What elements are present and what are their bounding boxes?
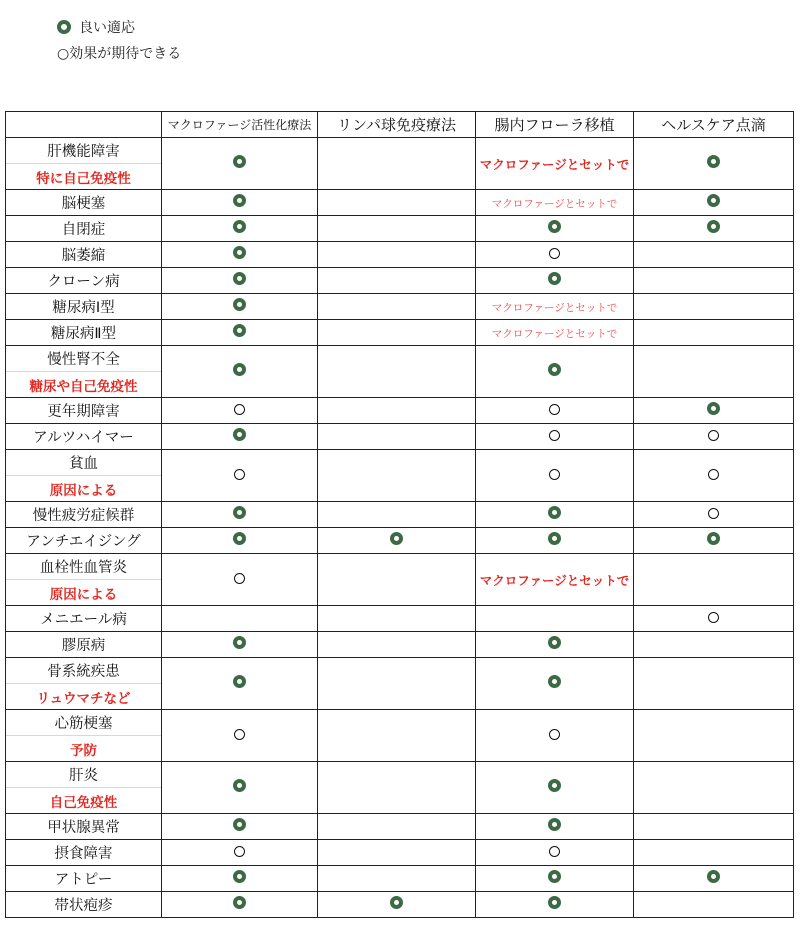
disease-name: クローン病: [47, 274, 120, 290]
mark-cell: [476, 814, 634, 840]
mark-cell: [476, 840, 634, 866]
legend-ok-label: ○効果が期待できる: [57, 46, 182, 62]
disease-cell: [6, 814, 162, 840]
open-circle-icon: [549, 729, 560, 740]
good-circle-icon: [233, 506, 246, 519]
open-circle-icon: [549, 469, 560, 480]
disease-name: 慢性腎不全: [47, 352, 120, 368]
mark-cell: [162, 398, 318, 424]
mark-cell: [318, 866, 476, 892]
good-circle-icon: [390, 896, 403, 909]
mark-cell: [476, 216, 634, 242]
mark-cell: [318, 502, 476, 528]
table-body: [6, 138, 794, 918]
open-circle-icon: [708, 469, 719, 480]
disease-name: 骨系統疾患: [47, 664, 120, 680]
mark-cell: [634, 658, 794, 710]
table-row: [6, 268, 794, 294]
disease-cell: [6, 528, 162, 554]
mark-cell: [476, 762, 634, 814]
disease-cell: [6, 268, 162, 294]
mark-cell: [634, 320, 794, 346]
table-row: [6, 216, 794, 242]
mark-cell: [634, 762, 794, 814]
mark-cell: [476, 268, 634, 294]
disease-name: メニエール病: [40, 612, 127, 628]
mark-cell: [162, 346, 318, 398]
mark-cell: [634, 138, 794, 190]
mark-cell: [634, 606, 794, 632]
mark-cell: [162, 190, 318, 216]
good-circle-icon: [233, 818, 246, 831]
disease-name: 心筋梗塞: [54, 716, 113, 732]
disease-cell: [6, 502, 162, 528]
disease-wrap: [6, 346, 161, 397]
mark-cell: [476, 502, 634, 528]
good-circle-icon: [548, 636, 561, 649]
table-row: [6, 866, 794, 892]
cell-note: マクロファージとセットで: [491, 301, 618, 314]
table-row: [6, 892, 794, 918]
disease-name: 摂食障害: [54, 846, 113, 862]
mark-cell: [318, 554, 476, 606]
mark-cell: [162, 424, 318, 450]
mark-cell: [634, 866, 794, 892]
mark-cell: [318, 658, 476, 710]
mark-cell: [162, 450, 318, 502]
column-header-macrophage: マクロファージ活性化療法: [162, 112, 318, 138]
mark-cell: [318, 840, 476, 866]
open-circle-icon: [708, 612, 719, 623]
mark-cell: [162, 658, 318, 710]
mark-cell: [634, 346, 794, 398]
open-circle-icon: [549, 248, 560, 259]
table-row: [6, 606, 794, 632]
disease-name: 糖尿病Ⅱ型: [50, 326, 117, 342]
mark-cell: [318, 346, 476, 398]
disease-cell: [6, 138, 162, 190]
table-row: [6, 762, 794, 814]
open-circle-icon: [234, 729, 245, 740]
table-row: [6, 840, 794, 866]
mark-cell: [476, 294, 634, 320]
table-row: [6, 528, 794, 554]
disease-name: 肝機能障害: [47, 144, 120, 160]
table-row: [6, 190, 794, 216]
disease-cell: [6, 606, 162, 632]
mark-cell: [162, 294, 318, 320]
column-header-healthcare-drip: ヘルスケア点滴: [634, 112, 794, 138]
good-circle-icon: [548, 220, 561, 233]
mark-cell: [162, 268, 318, 294]
legend-good: [55, 14, 181, 40]
mark-cell: [318, 320, 476, 346]
good-circle-icon: [548, 779, 561, 792]
good-circle-icon: [548, 675, 561, 688]
disease-name: アンチエイジング: [26, 534, 141, 550]
mark-cell: [634, 840, 794, 866]
mark-cell: [634, 268, 794, 294]
table-row: [6, 450, 794, 502]
good-circle-icon: [707, 194, 720, 207]
table-row: [6, 346, 794, 398]
table-row: [6, 294, 794, 320]
legend-good-label: 良い適応: [79, 20, 135, 36]
legend: [55, 14, 181, 66]
good-circle-icon: [233, 779, 246, 792]
disease-cell: [6, 320, 162, 346]
disease-wrap: [6, 762, 161, 813]
mark-cell: [476, 320, 634, 346]
open-circle-icon: [234, 469, 245, 480]
mark-cell: [318, 892, 476, 918]
cell-note: マクロファージとセットで: [491, 327, 618, 340]
disease-cell: [6, 190, 162, 216]
mark-cell: [476, 138, 634, 190]
header-corner: [6, 112, 162, 138]
mark-cell: [318, 216, 476, 242]
mark-cell: [634, 814, 794, 840]
good-circle-icon: [548, 532, 561, 545]
table-row: [6, 554, 794, 606]
mark-cell: [476, 528, 634, 554]
open-circle-icon: [549, 430, 560, 441]
mark-cell: [634, 632, 794, 658]
good-circle-icon: [548, 870, 561, 883]
mark-cell: [318, 190, 476, 216]
disease-note: 原因による: [6, 579, 161, 605]
disease-note: リュウマチなど: [6, 683, 161, 709]
disease-wrap: [6, 658, 161, 709]
open-circle-icon: [549, 846, 560, 857]
mark-cell: [318, 138, 476, 190]
treatment-table: [5, 111, 794, 918]
mark-cell: [162, 606, 318, 632]
mark-cell: [318, 762, 476, 814]
open-circle-icon: [234, 573, 245, 584]
good-circle-icon: [233, 428, 246, 441]
disease-cell: [6, 294, 162, 320]
mark-cell: [162, 814, 318, 840]
good-circle-icon: [233, 532, 246, 545]
mark-cell: [476, 606, 634, 632]
mark-cell: [634, 398, 794, 424]
disease-cell: [6, 840, 162, 866]
mark-cell: [162, 138, 318, 190]
mark-cell: [476, 892, 634, 918]
disease-cell: [6, 866, 162, 892]
table-row: [6, 398, 794, 424]
table-row: [6, 424, 794, 450]
good-circle-icon: [233, 246, 246, 259]
good-circle-icon: [233, 636, 246, 649]
disease-name: アルツハイマー: [33, 430, 134, 446]
open-circle-icon: [549, 404, 560, 415]
good-circle-icon: [548, 818, 561, 831]
mark-cell: [318, 814, 476, 840]
mark-cell: [162, 710, 318, 762]
good-circle-icon: [233, 194, 246, 207]
disease-name: 血栓性血管炎: [40, 560, 127, 576]
disease-cell: [6, 658, 162, 710]
good-circle-icon: [707, 402, 720, 415]
good-circle-icon: [707, 870, 720, 883]
mark-cell: [162, 502, 318, 528]
mark-cell: [318, 632, 476, 658]
disease-cell: [6, 762, 162, 814]
mark-cell: [634, 528, 794, 554]
disease-cell: [6, 450, 162, 502]
table-row: [6, 710, 794, 762]
table-row: [6, 320, 794, 346]
good-circle-icon: [233, 272, 246, 285]
mark-cell: [476, 710, 634, 762]
mark-cell: [476, 632, 634, 658]
mark-cell: [634, 242, 794, 268]
mark-cell: [318, 294, 476, 320]
mark-cell: [162, 762, 318, 814]
disease-note: 自己免疫性: [6, 787, 161, 813]
disease-name: 帯状疱疹: [54, 898, 113, 914]
disease-name: 肝炎: [69, 768, 98, 784]
legend-ok: [55, 40, 181, 66]
disease-name: 自閉症: [61, 222, 106, 238]
open-circle-icon: [708, 508, 719, 519]
mark-cell: [476, 866, 634, 892]
good-circle-icon: [233, 298, 246, 311]
mark-cell: [634, 450, 794, 502]
good-circle-icon: [233, 870, 246, 883]
good-circle-icon: [390, 532, 403, 545]
mark-cell: [162, 242, 318, 268]
mark-cell: [476, 450, 634, 502]
good-circle-icon: [57, 20, 71, 34]
disease-name: 慢性疲労症候群: [32, 508, 135, 524]
mark-cell: [318, 710, 476, 762]
mark-cell: [476, 554, 634, 606]
mark-cell: [318, 424, 476, 450]
header-row: [6, 112, 794, 138]
cell-note: マクロファージとセットで: [491, 197, 618, 210]
disease-cell: [6, 242, 162, 268]
mark-cell: [162, 320, 318, 346]
mark-cell: [162, 528, 318, 554]
good-circle-icon: [233, 675, 246, 688]
disease-note: 予防: [6, 735, 161, 761]
mark-cell: [634, 294, 794, 320]
mark-cell: [318, 398, 476, 424]
mark-cell: [634, 190, 794, 216]
mark-cell: [318, 242, 476, 268]
good-circle-icon: [233, 324, 246, 337]
disease-name: 貧血: [69, 456, 98, 472]
mark-cell: [318, 450, 476, 502]
disease-name: 脳梗塞: [61, 196, 106, 212]
mark-cell: [318, 268, 476, 294]
good-circle-icon: [548, 363, 561, 376]
good-circle-icon: [233, 896, 246, 909]
mark-cell: [476, 658, 634, 710]
table-row: [6, 502, 794, 528]
open-circle-icon: [234, 404, 245, 415]
disease-cell: [6, 424, 162, 450]
mark-cell: [162, 866, 318, 892]
mark-cell: [634, 710, 794, 762]
disease-note: 糖尿や自己免疫性: [6, 371, 161, 397]
mark-cell: [476, 190, 634, 216]
good-circle-icon: [707, 532, 720, 545]
disease-name: 甲状腺異常: [47, 820, 120, 836]
mark-cell: [162, 892, 318, 918]
mark-cell: [634, 216, 794, 242]
good-circle-icon: [707, 220, 720, 233]
mark-cell: [162, 840, 318, 866]
table-row: [6, 658, 794, 710]
table-row: [6, 242, 794, 268]
mark-cell: [634, 424, 794, 450]
good-circle-icon: [233, 363, 246, 376]
good-circle-icon: [707, 155, 720, 168]
disease-name: 脳萎縮: [61, 248, 106, 264]
mark-cell: [476, 424, 634, 450]
disease-name: アトピー: [54, 872, 113, 888]
table-row: [6, 632, 794, 658]
disease-wrap: [6, 710, 161, 761]
mark-cell: [476, 346, 634, 398]
disease-name: 膠原病: [61, 638, 106, 654]
disease-cell: [6, 710, 162, 762]
good-circle-icon: [548, 896, 561, 909]
good-circle-icon: [233, 220, 246, 233]
disease-name: 更年期障害: [47, 404, 120, 420]
disease-note: 原因による: [6, 475, 161, 501]
mark-cell: [318, 606, 476, 632]
mark-cell: [476, 398, 634, 424]
good-circle-icon: [548, 272, 561, 285]
disease-cell: [6, 554, 162, 606]
disease-name: 糖尿病Ⅰ型: [52, 300, 115, 316]
mark-cell: [318, 528, 476, 554]
mark-cell: [162, 554, 318, 606]
open-circle-icon: [708, 430, 719, 441]
open-circle-icon: [234, 846, 245, 857]
mark-cell: [634, 554, 794, 606]
disease-cell: [6, 216, 162, 242]
table-row: [6, 138, 794, 190]
disease-cell: [6, 346, 162, 398]
disease-note: 特に自己免疫性: [6, 163, 161, 189]
good-circle-icon: [548, 506, 561, 519]
disease-cell: [6, 632, 162, 658]
disease-wrap: [6, 450, 161, 501]
cell-note: マクロファージとセットで: [479, 156, 630, 172]
good-circle-icon: [233, 155, 246, 168]
mark-cell: [634, 892, 794, 918]
disease-wrap: [6, 554, 161, 605]
disease-cell: [6, 892, 162, 918]
table-row: [6, 814, 794, 840]
column-header-lymphocyte: リンパ球免疫療法: [318, 112, 476, 138]
mark-cell: [634, 502, 794, 528]
disease-wrap: [6, 138, 161, 189]
column-header-flora: 腸内フローラ移植: [476, 112, 634, 138]
disease-cell: [6, 398, 162, 424]
mark-cell: [476, 242, 634, 268]
mark-cell: [162, 216, 318, 242]
cell-note: マクロファージとセットで: [479, 572, 630, 588]
mark-cell: [162, 632, 318, 658]
